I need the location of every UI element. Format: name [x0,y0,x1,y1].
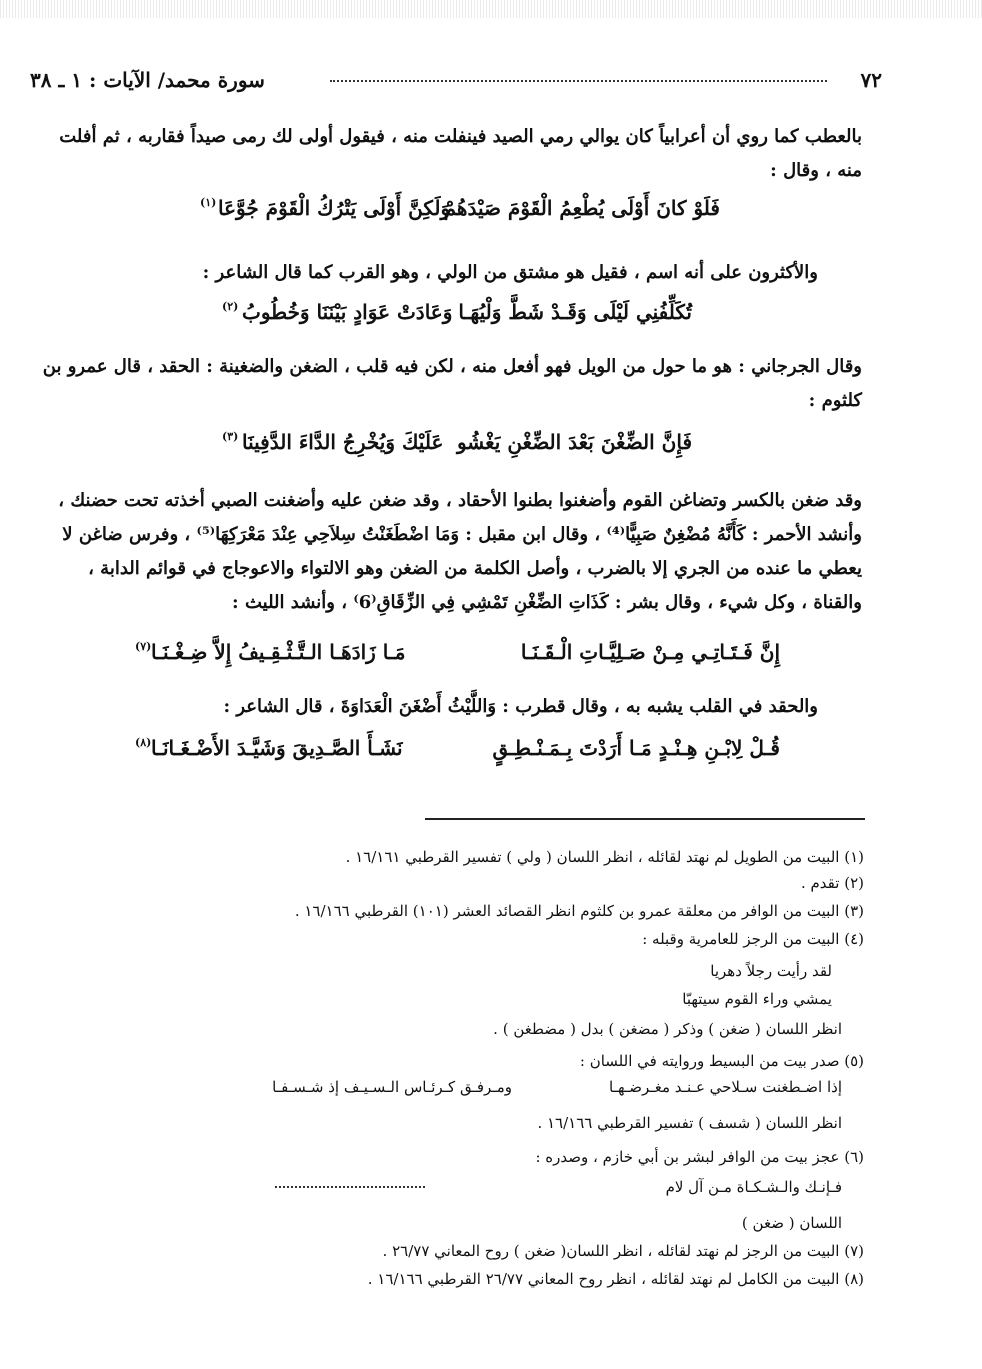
verse-5 [135,736,780,770]
verse-5-footnote-ref: (٨) [135,736,152,749]
verse-1-second-hemistich: وَلَكِنَّ أَوْلَى يَتْرُكُ الْقَوْمَ جُوَّعَا [218,196,451,220]
running-title: سورة محمد/ الآيات : ١ ـ ٣٨ [30,68,265,92]
footnote-5-reference: انظر اللسان ( شسف ) تفسير القرطبي ١٦/١٦٦ . [537,1114,842,1132]
footnote-4: (٤) البيت من الرجز للعامرية وقبله : [642,930,864,948]
footnote-6-verse: فـإنـك والـشـكـاة مـن آل لام [665,1178,842,1196]
footnote-separator [425,818,865,820]
verse-4-footnote-ref: (٧) [135,640,152,653]
footnote-1: (١) البيت من الطويل لم نهتد لقائله ، انظر اللسان ( ولي ) تفسير القرطبي ١٦/١٦١ . [345,848,864,866]
verse-2-first-hemistich: تُكَلِّفُنِي لَيْلَى وَقَـدْ شَطَّ وَلْيُهَـا [458,300,692,324]
footnote-7: (٧) البيت من الرجز لم نهتد لقائله ، انظر اللسان( ضغن ) روح المعاني ٢٦/٧٧ . [382,1242,864,1260]
footnote-4-verse-2: يمشي وراء القوم سيتهبّا [682,990,832,1008]
verse-4-second-hemistich: مَـا زَادَهَـا الـتَّـثْـقِـيفُ إِلاَّ ضِـغْـنَـا [151,640,406,664]
paragraph-2: والأكثرون على أنه اسم ، فقيل هو مشتق من الولي ، وهو القرب كما قال الشاعر : [202,262,818,283]
verse-2 [222,300,692,334]
page-header [30,68,882,98]
verse-2-footnote-ref: (٢) [222,300,239,313]
verse-4 [135,640,780,674]
footnote-6-dots [275,1186,425,1188]
page-number: ٧٢ [860,68,882,92]
footnote-3: (٣) البيت من الوافر من معلقة عمرو بن كلثوم انظر القصائد العشر (١٠١) القرطبي ١٦/١٦٦ . [294,902,864,920]
verse-4-first-hemistich: إِنَّ فَـتَـاتِـي مِـنْ صَـلِيَّـاتِ الْـقَـنَـا [520,640,780,664]
footnote-4-verse-1: لقد رأيت رجلاً دهريا [710,962,832,980]
verse-1-footnote-ref: (١) [200,196,217,209]
footnote-5-second-hemistich: ومـرفـق كـرئـاس الـسـيـف إذ شـسـفـا [272,1078,512,1096]
verse-3-second-hemistich: عَلَيْكَ وَيُخْرِجُ الدَّاءَ الدَّفِينَا [242,430,444,454]
verse-5-first-hemistich: قُـلْ لِابْـنِ هِـنْـدٍ مَـا أَرَدْتَ بِـمَـنْـطِـقٍ [492,736,780,760]
footnote-5-first-hemistich: إذا اضـطغنت سـلاحي عـنـد مغـرضـهـا [609,1078,842,1096]
verse-3-first-hemistich: فَإِنَّ الضِّغْنَ بَعْدَ الضِّغْنِ يَغْشُو [456,430,692,454]
footnote-6-reference: اللسان ( ضغن ) [741,1214,842,1232]
paragraph-4: وقد ضغن بالكسر وتضاغن القوم وأضغنوا بطنوا الأحقاد ، وقد ضغن عليه وأضغنت الصبي أخذته تحت حضنك ، وأنشد الأحمر : كَأَنَّهُ مُضْغِنٌ صَبِيًّا⁽⁴⁾ ، وقال ابن مقبل : وَمَا اضْطَغَنْتُ سِلاَحِي عِنْدَ مَعْرَكِهَا⁽⁵⁾ ، وفرس ضاغن لا يعطي ما عنده من الجري إلا بالضرب ، وأصل الكلمة من الضغن وهو الالتواء والاعوجاج في قوائم الدابة ، والقناة ، وكل شيء ، وقال بشر : كَذَاتِ الضِّغْنِ تَمْشِي فِي الزِّقَاقِ⁽6⁾ ، وأنشد الليث : [58,490,862,613]
paragraph-1: بالعطب كما روي أن أعرابياً كان يوالي رمي الصيد فينفلت منه ، فيقول أولى لك رمى صيداً فقاربه ، ثم أفلت منه ، وقال : [59,126,862,181]
verse-2-second-hemistich: وَعَادَتْ عَوَادٍ بَيْنَنَا وَخُطُوبُ [242,300,453,324]
verse-1-first-hemistich: فَلَوْ كانَ أَوْلَى يُطْعِمُ الْقَوْمَ صَيْدَهُمْ [443,196,720,220]
verse-5-second-hemistich: نَشَـأَ الصَّـدِيقَ وَشَيَّـدَ الأَضْـغَـانَـا [151,736,403,760]
verse-3 [222,430,692,464]
paragraph-3: وقال الجرجاني : هو ما حول من الويل فهو أفعل منه ، لكن فيه قلب ، الضغن والضغينة : الحقد ، قال عمرو بن كلثوم : [42,356,862,411]
footnote-4-reference: انظر اللسان ( ضغن ) وذكر ( مضغن ) بدل ( مضطغن ) . [493,1020,842,1038]
paragraph-5: والحقد في القلب يشبه به ، وقال قطرب : وَاللَّيْثُ أَضْغَنَ الْعَدَاوَةَ ، قال الشاعر : [223,696,818,717]
scan-noise [0,0,982,18]
header-dots [330,80,827,82]
footnote-8: (٨) البيت من الكامل لم نهتد لقائله ، انظر روح المعاني ٢٦/٧٧ القرطبي ١٦/١٦٦ . [367,1270,864,1288]
footnote-6: (٦) عجز بيت من الوافر لبشر بن أبي خازم ، وصدره : [535,1148,864,1166]
verse-1 [200,196,720,230]
footnote-5: (٥) صدر بيت من البسيط وروايته في اللسان : [579,1052,864,1070]
verse-3-footnote-ref: (٣) [222,430,239,443]
footnote-2: (٢) تقدم . [800,874,864,892]
